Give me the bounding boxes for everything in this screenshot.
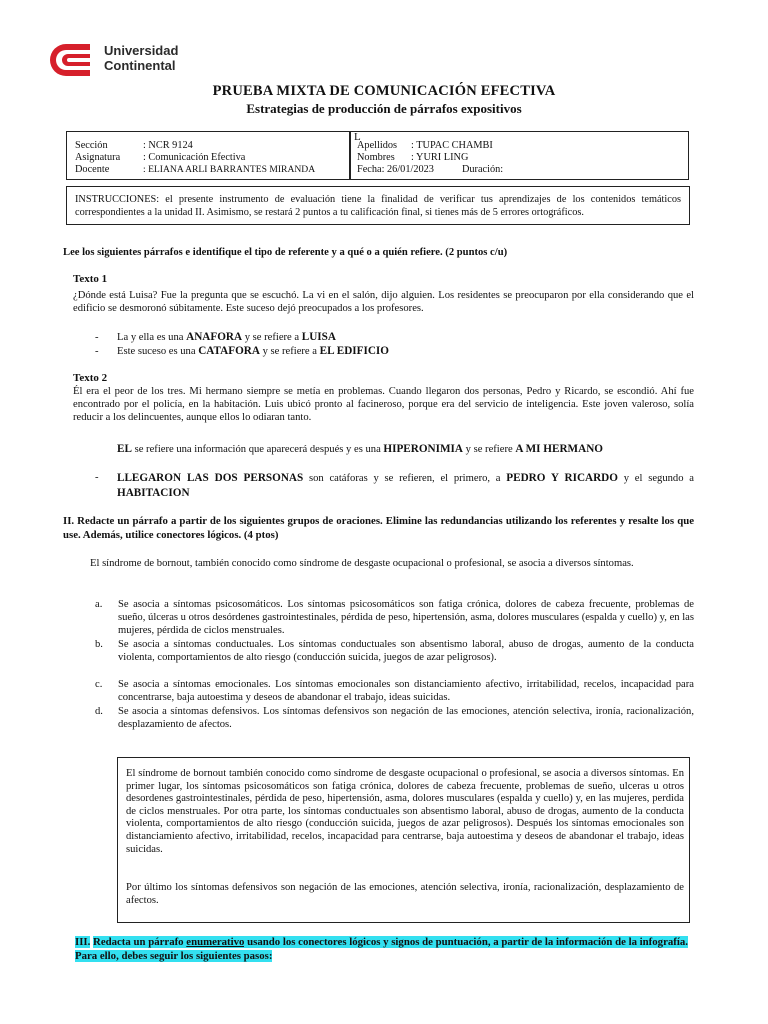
university-logo	[48, 40, 183, 80]
section2-intro: El síndrome de bornout, también conocido como síndrome de desgaste ocupacional o profesional, se asocia a diversos síntomas.	[90, 558, 634, 569]
item-c-text: Se asocia a síntomas emocionales. Los síntomas emocionales son distanciamiento afectivo, irritabilidad, recelos, incapacidad para concentrarse, baja autoestima y deseos de abandonar el trabajo, ideas suicidas.	[118, 679, 694, 703]
section2-list	[95, 598, 694, 732]
nombres-label: Nombres	[357, 152, 395, 163]
apellidos-label: Apellidos	[357, 140, 398, 151]
logo-line-2: Continental	[104, 58, 176, 73]
item-b-text: Se asocia a síntomas conductuales. Los síntomas conductuales son absentismo laboral, abuso de drogas, aumento de la conducta violenta, comportamientos de alto riesgo (conducción suicida, juegos de azar peligrosos).	[118, 639, 694, 663]
texto1-answer-b: - Este suceso es una CATAFORA y se refiere a EL EDIFICIO	[95, 345, 389, 357]
texto1-title: Texto 1	[73, 273, 108, 285]
nombres-value: : YURI LING	[411, 152, 469, 163]
asignatura-label: Asignatura	[75, 152, 121, 163]
fecha-text: Fecha: 26/01/2023	[357, 164, 434, 175]
asignatura-value: : Comunicación Efectiva	[143, 152, 246, 163]
duracion-label: Duración:	[461, 164, 504, 175]
item-b-letter: b.	[95, 639, 103, 650]
section1-heading: Lee los siguientes párrafos e identifique el tipo de referente y a qué o a quién refiere. (2 puntos c/u)	[63, 247, 508, 258]
instructions-box	[66, 186, 690, 225]
section3-number: III.	[75, 936, 91, 948]
item-a-text: Se asocia a síntomas psicosomáticos. Los síntomas psicosomáticos son fatiga crónica, dolores de cabeza frecuente, problemas de sueño, úlceras u otros desórdenes gastrointestinales, pérdida de peso, hipertensión, asma, dolores musculares (espalda y cuello) y, en las mujeres, pérdida de ciclos menstruales.	[118, 599, 694, 636]
section2-heading: II. Redacte un párrafo a partir de los siguientes grupos de oraciones. Elimine las redundancias utilizando los referentes y resalte los que use. Además, utilice conectores lógicos. (4 ptos)	[63, 515, 694, 541]
item-a-letter: a.	[95, 599, 103, 610]
item-d-letter: d.	[95, 706, 103, 717]
corner-mark: L	[354, 131, 361, 143]
docente-label: Docente	[75, 164, 110, 175]
course-info-box	[66, 131, 350, 180]
texto2-answer-b: LLEGARON LAS DOS PERSONAS son catáforas y se refieren, el primero, a PEDRO Y RICARDO y el segundo a HABITACION	[117, 472, 694, 499]
page-subtitle: Estrategias de producción de párrafos expositivos	[246, 101, 522, 116]
instructions-text: INSTRUCCIONES: el presente instrumento de evaluación tiene la finalidad de verificar tus aprendizajes de los contenidos temáticos correspondientes a la unidad II. Asimismo, se restará 2 puntos a tu calificación final, si tienes más de 5 errores ortográficos.	[75, 194, 681, 218]
texto1-answer-a: - La y ella es una ANAFORA y se refiere a LUISA	[95, 331, 336, 343]
texto2-title: Texto 2	[73, 372, 108, 384]
seccion-label: Sección	[75, 140, 108, 151]
apellidos-value: : TUPAC CHAMBI	[411, 140, 493, 151]
student-info-box	[350, 131, 689, 180]
docente-value: : ELIANA ARLI BARRANTES MIRANDA	[143, 164, 316, 175]
texto2-body: Él era el peor de los tres. Mi hermano siempre se metía en problemas. Cuando llegaron dos personas, Pedro y Ricardo, se escondió. Ahí fue encontrado por el policía, en la habitación. Luis ubicó pronto al facineroso, porque era del servicio de inteligencia. Este joven valeroso, solía reducir a los delincuentes, aunque ellos lo odiaran tanto.	[73, 386, 694, 423]
texto2-answer-a: EL se refiere una información que aparecerá después y es una HIPERONIMIA y se refiere A MI HERMANO	[117, 443, 603, 455]
texto1-body: ¿Dónde está Luisa? Fue la pregunta que se escuchó. La vi en el salón, dijo alguien. Los residentes se preocuparon por ella considerando que el edificio se desmoronó súbitamente. Este suceso dejó preocupados a los profesores.	[73, 290, 694, 314]
answer-box[interactable]	[117, 757, 690, 923]
answer-paragraph-1: El síndrome de bornout también conocido como síndrome de desgaste ocupacional o profesional, se asocia a diversos síntomas. En primer lugar, los síntomas psicosomáticos son fatiga crónica, dolores de cabeza frecuente, problemas de sueño, ulceras u otros desordenes gastrointestinales, pérdida de peso, hipertensión, asma, dolores musculares (espalda y cuello) y, en las mujeres, perdida de ciclos menstruales. Por otra parte, los síntomas conductuales son absentismo laboral, abuso de drogas, aumento de la conducta violenta, comportamientos de alto riesgo (conducción suicida, juegos de azar peligrosos). Después los síntomas emocionales son distanciamiento afectivo, irritabilidad, recelos, incapacidad para centrarse, baja autoestima y deseos de abandonar el trabajo, ideas suicidas.	[126, 768, 684, 855]
item-c-letter: c.	[95, 679, 103, 690]
seccion-value: : NCR 9124	[143, 140, 193, 151]
university-logo-icon	[48, 40, 100, 80]
logo-line-1: Universidad	[104, 43, 179, 58]
answer-paragraph-2: Por último los síntomas defensivos son negación de las emociones, atención selectiva, ironía, racionalización, desplazamiento de afectos.	[126, 882, 684, 906]
section3-heading: III. Redacta un párrafo enumerativo usando los conectores lógicos y signos de puntuación, a partir de la información de la infografía. Para ello, debes seguir los siguientes pasos:	[75, 936, 688, 962]
page-title: PRUEBA MIXTA DE COMUNICACIÓN EFECTIVA	[212, 83, 556, 99]
item-d-text: Se asocia a síntomas defensivos. Los síntomas defensivos son negación de las emociones, atención selectiva, ironía, racionalización, desplazamiento de afectos.	[118, 706, 694, 730]
